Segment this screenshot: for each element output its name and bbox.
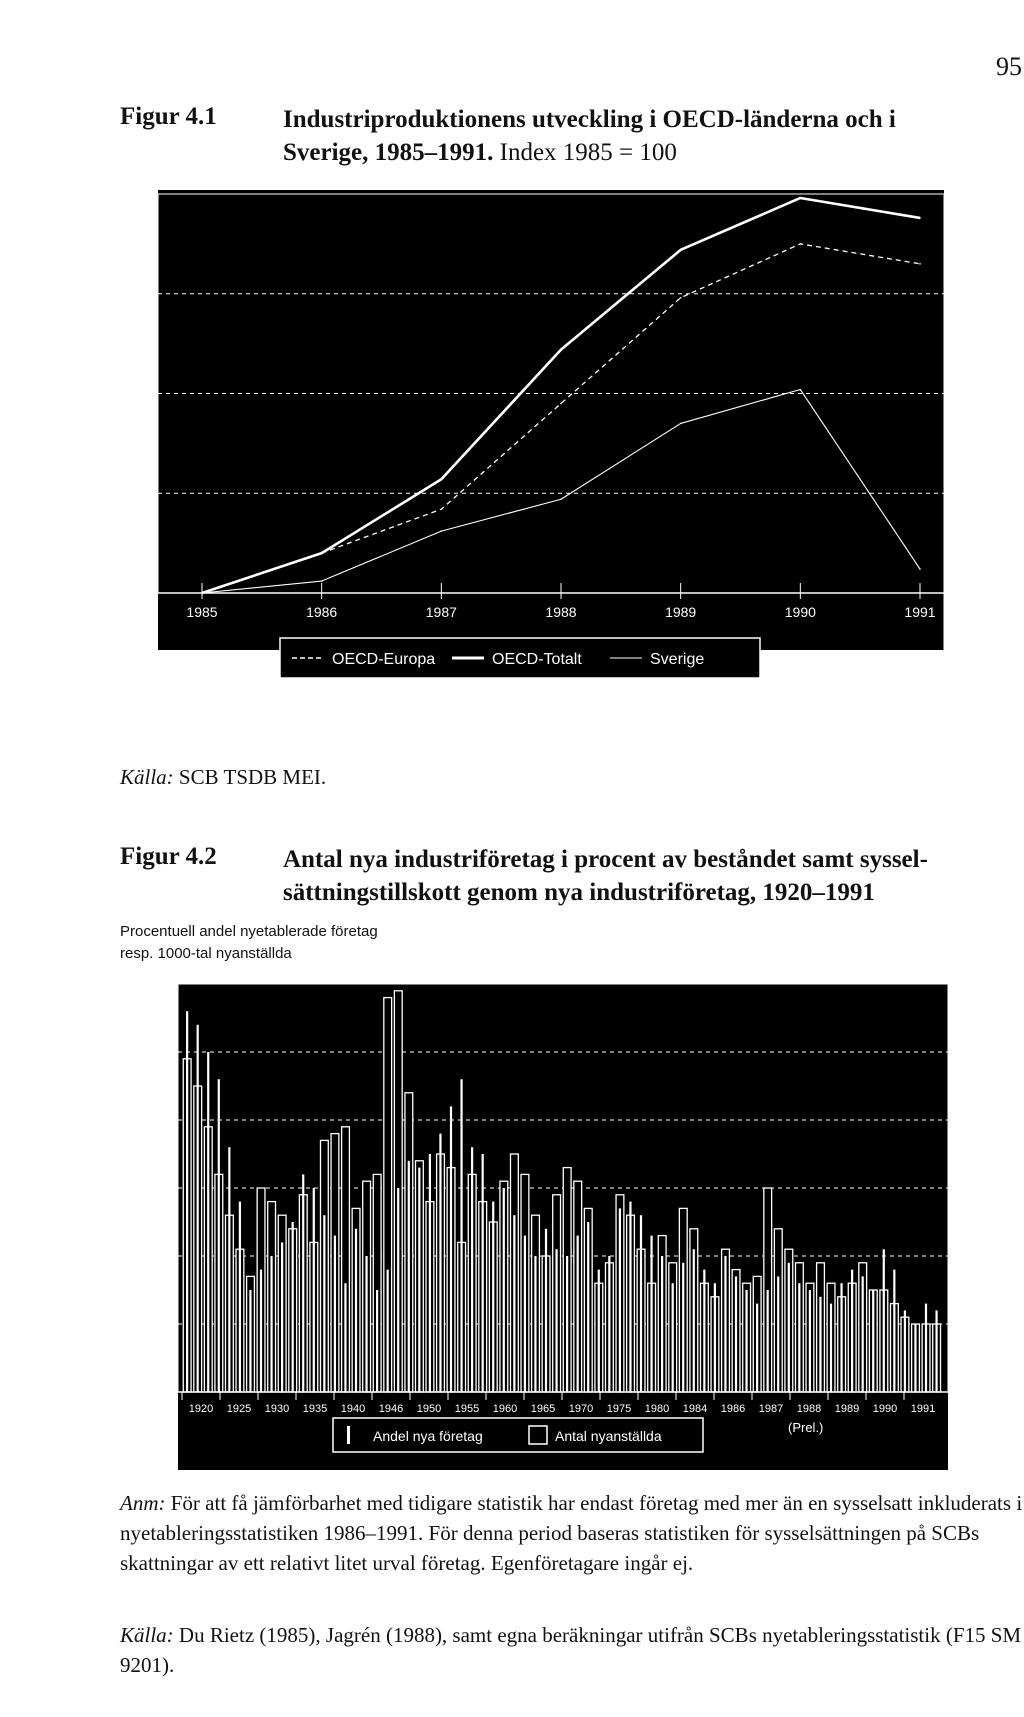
bar-andel-nya-foretag — [534, 1256, 536, 1392]
bar-andel-nya-foretag — [577, 1236, 579, 1392]
y-tick-label: 3 — [138, 1180, 148, 1199]
x-tick-label: 1920 — [188, 1403, 214, 1415]
bar-andel-nya-foretag — [334, 1236, 336, 1392]
data-point — [680, 423, 682, 425]
bar-andel-nya-foretag — [355, 1229, 357, 1392]
figure-source — [120, 1620, 1024, 1680]
bar-andel-nya-foretag — [439, 1134, 441, 1392]
figure-label: Figur 4.2 — [120, 843, 217, 870]
x-tick-label: 1985 — [186, 604, 218, 620]
bar-andel-nya-foretag — [365, 1256, 367, 1392]
legend-entry-sverige: Sverige — [650, 651, 705, 668]
bar-andel-nya-foretag — [566, 1256, 568, 1392]
x-tick-label: 1988 — [545, 604, 577, 620]
bar-andel-nya-foretag — [703, 1270, 705, 1392]
bar-andel-nya-foretag — [925, 1304, 927, 1392]
bar-andel-nya-foretag — [819, 1297, 821, 1392]
x-tick-label: 1960 — [492, 1403, 518, 1415]
y-tick-label: 5 — [138, 1044, 148, 1063]
data-point — [560, 403, 562, 405]
y-tick-label: 0 — [138, 1384, 148, 1403]
data-point — [800, 243, 802, 245]
bar-andel-nya-foretag — [450, 1106, 452, 1392]
bar-andel-nya-foretag — [482, 1154, 484, 1392]
bar-andel-nya-foretag — [323, 1215, 325, 1392]
note-text: För att få jämförbarhet med tidigare statistik har endast företag med mer än en sysselsatt inkluderats i nyetableringsstatistiken 1986–1991. För denna period baseras statistiken för sysselsättningen på SCBs skattningar av ett relativt litet urval företag. Egenföretagare ingår ej. — [120, 1491, 1023, 1575]
data-point — [441, 530, 443, 532]
line-chart — [110, 180, 950, 760]
bar-andel-nya-foretag — [883, 1249, 885, 1392]
y-tick-label: 105 — [110, 485, 134, 502]
data-point — [919, 263, 921, 265]
bar-andel-nya-foretag — [218, 1079, 220, 1392]
figure-title-line — [283, 136, 1023, 169]
legend — [280, 638, 760, 678]
legend-entry-antal-nyanstallda: Antal nyanställda — [555, 1428, 662, 1444]
x-tick-label: 1991 — [910, 1403, 936, 1415]
x-tick-label: 1925 — [226, 1403, 252, 1415]
bar-andel-nya-foretag — [239, 1202, 241, 1392]
plot-area — [158, 190, 944, 650]
bar-andel-nya-foretag — [598, 1270, 600, 1392]
bar-andel-nya-foretag — [893, 1270, 895, 1392]
legend-entry-oecd-europa: OECD-Europa — [332, 651, 436, 668]
data-point — [321, 580, 323, 582]
y-tick-label: 115 — [111, 285, 134, 302]
data-point — [680, 297, 682, 299]
bar-andel-nya-foretag — [777, 1276, 779, 1392]
figure-title — [283, 843, 1023, 909]
figure-title-line: sättningstillskott genom nya industriföretag, 1920–1991 — [283, 879, 875, 906]
bar-andel-nya-foretag — [904, 1310, 906, 1392]
figure-title-line: Antal nya industriföretag i procent av beståndet samt syssel- — [283, 846, 928, 873]
bar-andel-nya-foretag — [249, 1290, 251, 1392]
bar-andel-nya-foretag — [281, 1242, 283, 1392]
bar-andel-nya-foretag — [788, 1263, 790, 1392]
data-point — [919, 568, 921, 570]
legend-swatch-andel-nya-foretag — [347, 1426, 350, 1444]
bar-andel-nya-foretag — [735, 1276, 737, 1392]
x-tick-label: 1935 — [302, 1403, 328, 1415]
x-tick-label: 1965 — [530, 1403, 556, 1415]
bar-andel-nya-foretag — [693, 1249, 695, 1392]
x-tick-label: 1987 — [758, 1403, 784, 1415]
x-tick-label: 1975 — [606, 1403, 632, 1415]
x-tick-label: 1930 — [264, 1403, 290, 1415]
x-tick-label: 1990 — [872, 1403, 898, 1415]
bar-andel-nya-foretag — [640, 1215, 642, 1392]
bar-andel-nya-foretag — [524, 1236, 526, 1392]
data-point — [441, 508, 443, 510]
x-tick-label: 1980 — [644, 1403, 670, 1415]
bar-andel-nya-foretag — [460, 1079, 462, 1392]
source-text: SCB TSDB MEI. — [173, 765, 327, 789]
bar-andel-nya-foretag — [302, 1174, 304, 1392]
bar-andel-nya-foretag — [408, 1161, 410, 1392]
bar-andel-nya-foretag — [619, 1208, 621, 1392]
bar-andel-nya-foretag — [756, 1304, 758, 1392]
y-tick-label: 120 — [110, 186, 134, 202]
data-point — [919, 217, 921, 219]
legend — [333, 1418, 703, 1452]
figure-title-bold: Sverige, 1985–1991. — [283, 139, 494, 166]
bar-chart — [120, 970, 1020, 1470]
bar-andel-nya-foretag — [830, 1304, 832, 1392]
bar-andel-nya-foretag — [650, 1236, 652, 1392]
x-tick-label: 1984 — [682, 1403, 708, 1415]
x-tick-label: 1940 — [340, 1403, 366, 1415]
x-tick-label: 1950 — [416, 1403, 442, 1415]
data-point — [680, 249, 682, 251]
y-tick-label: 1 — [138, 1316, 148, 1335]
figure-title-line: Industriproduktionens utveckling i OECD-länderna och i — [283, 106, 896, 133]
data-point — [441, 478, 443, 480]
bar-andel-nya-foretag — [545, 1229, 547, 1392]
x-tick-label: 1990 — [784, 604, 816, 620]
bar-andel-nya-foretag — [260, 1270, 262, 1392]
bar-andel-nya-foretag — [745, 1290, 747, 1392]
bar-andel-nya-foretag — [608, 1256, 610, 1392]
bar-andel-nya-foretag — [661, 1256, 663, 1392]
source-label: Källa: — [120, 765, 174, 789]
x-tick-label: 1989 — [834, 1403, 860, 1415]
bar-andel-nya-foretag — [587, 1222, 589, 1392]
bar-andel-nya-foretag — [629, 1202, 631, 1392]
bar-andel-nya-foretag — [724, 1256, 726, 1392]
bar-andel-nya-foretag — [872, 1290, 874, 1392]
data-point — [800, 389, 802, 391]
x-tick-label: 1988 — [796, 1403, 822, 1415]
bar-andel-nya-foretag — [270, 1256, 272, 1392]
y-axis-label — [120, 921, 378, 965]
figure-note — [120, 1488, 1024, 1578]
x-tick-label: 1986 — [306, 604, 338, 620]
preliminary-note: (Prel.) — [788, 1420, 824, 1435]
bar-andel-nya-foretag — [672, 1283, 674, 1392]
bar-andel-nya-foretag — [851, 1270, 853, 1392]
bar-andel-nya-foretag — [376, 1290, 378, 1392]
x-tick-label: 1946 — [378, 1403, 404, 1415]
data-point — [560, 498, 562, 500]
x-tick-label: 1955 — [454, 1403, 480, 1415]
figure-label: Figur 4.1 — [120, 103, 217, 130]
data-point — [800, 197, 802, 199]
data-point — [201, 592, 203, 594]
figure-title — [283, 103, 1023, 169]
page-number: 95 — [996, 52, 1022, 81]
bar-andel-nya-foretag — [387, 1270, 389, 1392]
bar-andel-nya-foretag — [418, 1168, 420, 1392]
bar-andel-nya-foretag — [397, 1188, 399, 1392]
bar-andel-nya-foretag — [503, 1188, 505, 1392]
y-axis-label-line: Procentuell andel nyetablerade företag — [120, 923, 378, 940]
figure-source — [120, 762, 326, 792]
y-axis-label-line: resp. 1000-tal nyanställda — [120, 945, 292, 962]
bar-andel-nya-foretag — [228, 1147, 230, 1392]
bar-andel-nya-foretag — [862, 1276, 864, 1392]
source-text: Du Rietz (1985), Jagrén (1988), samt egna beräkningar utifrån SCBs nyetableringsstatistik (F15 SM 9201). — [120, 1623, 1022, 1677]
x-tick-label: 1970 — [568, 1403, 594, 1415]
y-tick-label: 2 — [138, 1248, 148, 1267]
bar-andel-nya-foretag — [344, 1283, 346, 1392]
bar-andel-nya-foretag — [840, 1283, 842, 1392]
source-label: Källa: — [120, 1623, 174, 1647]
bar-andel-nya-foretag — [798, 1283, 800, 1392]
y-tick-label: 100 — [110, 585, 134, 601]
bar-andel-nya-foretag — [682, 1263, 684, 1392]
bar-andel-nya-foretag — [313, 1188, 315, 1392]
figure-title-index: Index 1985 = 100 — [493, 139, 677, 166]
bar-andel-nya-foretag — [429, 1154, 431, 1392]
data-point — [321, 552, 323, 554]
legend-swatch-antal-nyanstallda — [529, 1426, 547, 1444]
bar-andel-nya-foretag — [492, 1202, 494, 1392]
bar-andel-nya-foretag — [767, 1290, 769, 1392]
note-label: Anm: — [120, 1491, 166, 1515]
bar-andel-nya-foretag — [914, 1324, 916, 1392]
bar-andel-nya-foretag — [292, 1222, 294, 1392]
x-tick-label: 1989 — [665, 604, 697, 620]
bar-andel-nya-foretag — [809, 1290, 811, 1392]
legend-entry-oecd-totalt: OECD-Totalt — [492, 651, 582, 668]
x-tick-label: 1987 — [425, 604, 457, 620]
x-tick-label: 1991 — [904, 604, 936, 620]
y-tick-label: 6 — [138, 976, 148, 995]
bar-andel-nya-foretag — [935, 1310, 937, 1392]
bar-andel-nya-foretag — [471, 1147, 473, 1392]
data-point — [560, 349, 562, 351]
bar-andel-nya-foretag — [555, 1249, 557, 1392]
x-tick-label: 1986 — [720, 1403, 746, 1415]
y-tick-label: 110 — [111, 385, 134, 402]
bar-andel-nya-foretag — [186, 1011, 188, 1392]
bar-andel-nya-foretag — [513, 1215, 515, 1392]
bar-andel-nya-foretag — [207, 1052, 209, 1392]
bar-andel-nya-foretag — [714, 1283, 716, 1392]
legend-entry-andel-nya-foretag: Andel nya företag — [373, 1428, 483, 1444]
bar-andel-nya-foretag — [197, 1025, 199, 1392]
y-tick-label: 4 — [138, 1112, 148, 1131]
